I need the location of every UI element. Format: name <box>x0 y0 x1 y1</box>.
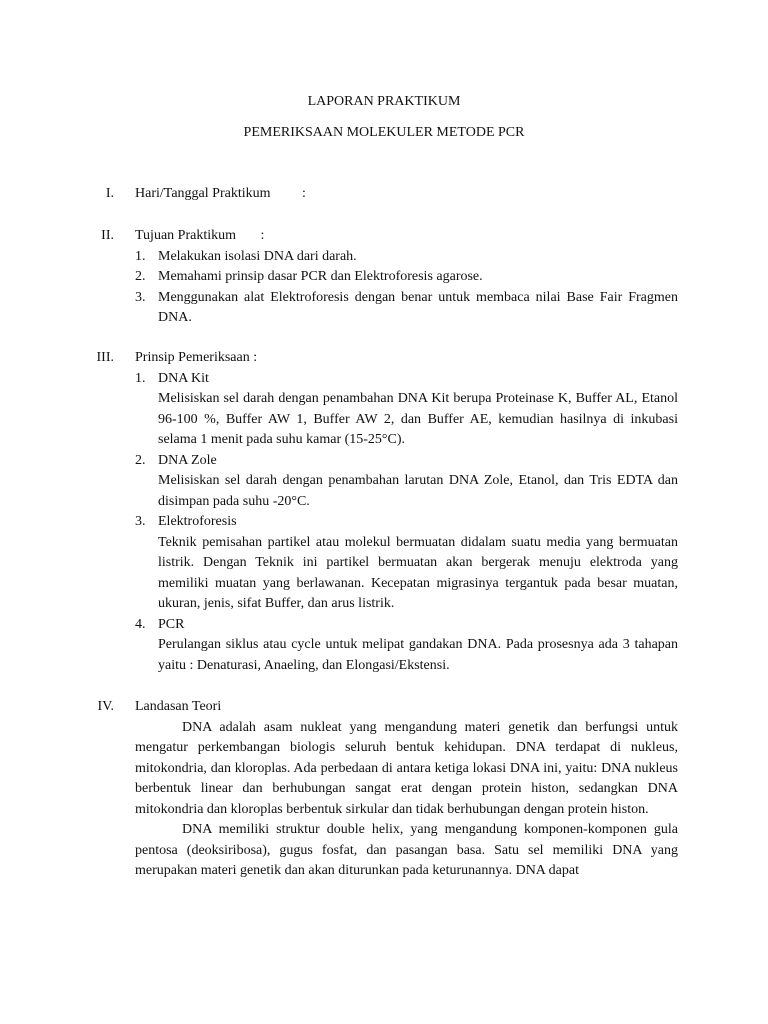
section-2-number: II. <box>101 228 114 243</box>
paragraph: DNA adalah asam nukleat yang mengandung materi genetik dan berfungsi untuk mengatur perkembangan biologis seluruh bentuk kehidupan. DNA terdapat di nukleus, mitokondria, dan kloroplas. Ada perbedaan di antara ketiga lokasi DNA ini, yaitu: DNA nukleus berbentuk linear dan berhubungan sangat erat dengan protein histon, sedangkan DNA mitokondria dan kloroplas berbentuk sirkular dan tidak berhubungan dengan protein histon. <box>135 719 678 817</box>
document-title <box>0 92 768 143</box>
section-3-heading: Prinsip Pemeriksaan : <box>135 350 258 365</box>
title-line-2: PEMERIKSAAN MOLEKULER METODE PCR <box>243 124 525 140</box>
list-item: 3. Menggunakan alat Elektroforesis dengan benar untuk membaca nilai Base Fair Fragmen DNA. <box>135 289 678 325</box>
section-4-heading: Landasan Teori <box>135 699 222 714</box>
list-item: 1. Melakukan isolasi DNA dari darah. <box>135 248 357 264</box>
section-3-number: III. <box>96 350 114 365</box>
principle-text: Melisiskan sel darah dengan penambahan larutan DNA Zole, Etanol, dan Tris EDTA dan disimpan pada suhu -20°C. <box>158 473 678 509</box>
principle-title: PCR <box>158 616 185 632</box>
title-line-1: LAPORAN PRAKTIKUM <box>307 94 461 109</box>
paragraph: DNA memiliki struktur double helix, yang mengandung komponen-komponen gula pentosa (deoksiribosa), gugus fosfat, dan pasangan basa. Satu sel memiliki DNA yang merupakan materi genetik dan akan diturunkan pada keturunannya. DNA dapat <box>135 822 678 878</box>
objectives-list <box>135 247 678 329</box>
section-1-number: I. <box>105 186 114 201</box>
principle-title: DNA Zole <box>158 452 217 468</box>
list-item: 4. PCR Perulangan siklus atau cycle untuk melipat gandakan DNA. Pada prosesnya ada 3 tahapan yaitu : Denaturasi, Anaeling, dan Elongasi/Ekstensi. <box>135 615 678 677</box>
section-1-heading: Hari/Tanggal Praktikum : <box>135 186 306 201</box>
principle-title: DNA Kit <box>158 370 209 386</box>
list-item: 3. Elektroforesis Teknik pemisahan partikel atau molekul bermuatan didalam suatu media yang bermuatan listrik. Dengan Teknik ini partikel bermuatan akan bergerak menuju elektroda yang memiliki muatan yang berlawanan. Kecepatan migrasinya tergantuk pada besar muatan, ukuran, jenis, sifat Buffer, dan arus listrik. <box>135 512 678 615</box>
principle-text: Teknik pemisahan partikel atau molekul bermuatan didalam suatu media yang bermuatan listrik. Dengan Teknik ini partikel bermuatan akan bergerak menuju elektroda yang memiliki muatan yang berlawanan. Kecepatan migrasinya tergantuk pada besar muatan, ukuran, jenis, sifat Buffer, dan arus listrik. <box>158 534 678 611</box>
section-4-number: IV. <box>97 699 114 714</box>
principle-title: Elektroforesis <box>158 514 237 529</box>
section-2-heading: Tujuan Praktikum : <box>135 228 265 243</box>
principles-list <box>135 369 678 677</box>
list-item: 2. DNA Zole Melisiskan sel darah dengan penambahan larutan DNA Zole, Etanol, dan Tris EDTA dan disimpan pada suhu -20°C. <box>135 451 678 513</box>
list-item: 2. Memahami prinsip dasar PCR dan Elektroforesis agarose. <box>135 269 483 284</box>
list-item: 1. DNA Kit Melisiskan sel darah dengan penambahan DNA Kit berupa Proteinase K, Buffer AL, Etanol 96-100 %, Buffer AW 1, Buffer AW 2, dan Buffer AE, kemudian hasilnya di inkubasi selama 1 menit pada suhu kamar (15-25°C). <box>135 369 678 451</box>
principle-text: Melisiskan sel darah dengan penambahan DNA Kit berupa Proteinase K, Buffer AL, Etanol 96-100 %, Buffer AW 1, Buffer AW 2, dan Buffer AE, kemudian hasilnya di inkubasi selama 1 menit pada suhu kamar (15-25°C). <box>158 391 678 447</box>
principle-text: Perulangan siklus atau cycle untuk melipat gandakan DNA. Pada prosesnya ada 3 tahapan yaitu : Denaturasi, Anaeling, dan Elongasi/Ekstensi. <box>158 637 678 673</box>
